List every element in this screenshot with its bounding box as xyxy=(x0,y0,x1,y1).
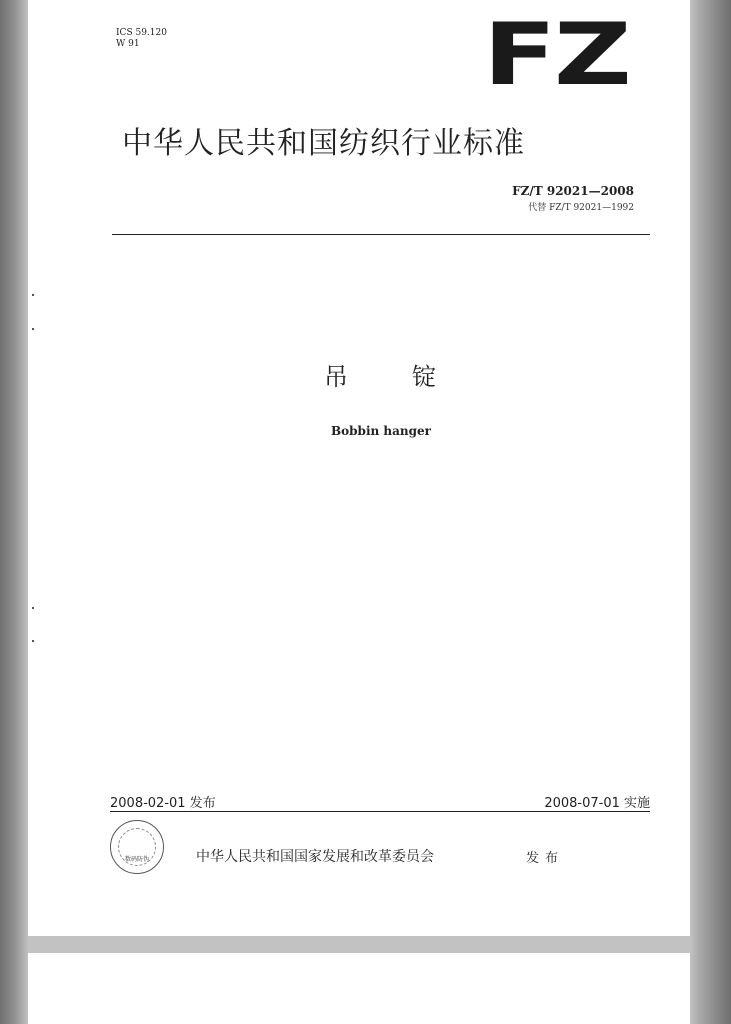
standard-title: 中华人民共和国纺织行业标准 xyxy=(122,126,525,161)
fz-logo: FZ xyxy=(483,5,630,105)
next-page-preview xyxy=(28,953,690,1024)
implementation-date: 2008-07-01 实施 xyxy=(544,796,650,811)
scan-speck xyxy=(32,607,34,609)
replaced-standard: 代替 FZ/T 92021—1992 xyxy=(528,203,634,213)
footer-divider xyxy=(110,811,650,812)
classification-codes xyxy=(116,28,167,50)
scan-speck xyxy=(32,640,34,642)
scan-speck xyxy=(32,294,34,296)
issuing-authority: 中华人民共和国国家发展和改革委员会 xyxy=(196,849,434,865)
cover-page xyxy=(28,0,690,936)
release-date: 2008-02-01 发布 xyxy=(110,796,216,811)
document-title-english: Bobbin hanger xyxy=(331,424,431,438)
stamp-label: 数码防伪 xyxy=(124,856,149,863)
issue-label: 发布 xyxy=(526,851,565,866)
category-code: W 91 xyxy=(116,39,140,49)
header-divider xyxy=(112,234,650,235)
standard-number: FZ/T 92021—2008 xyxy=(512,184,634,198)
anti-counterfeit-stamp xyxy=(110,820,164,874)
document-title-chinese: 吊锭 xyxy=(324,363,500,391)
scan-speck xyxy=(32,328,34,330)
ics-code: ICS 59.120 xyxy=(116,28,167,38)
